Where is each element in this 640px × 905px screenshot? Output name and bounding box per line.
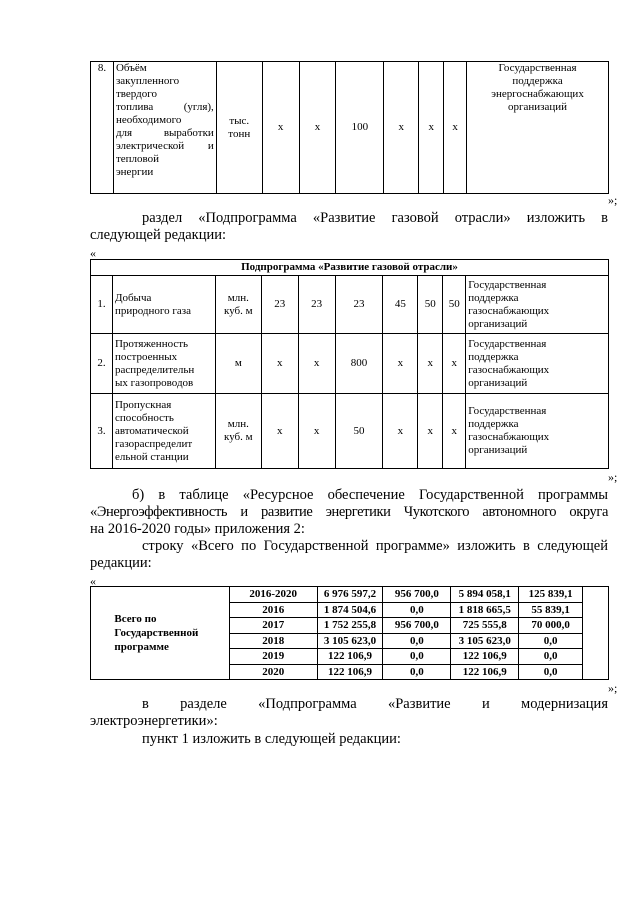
value-cell: 0,0 [383, 633, 451, 649]
value-cell: 23 [261, 276, 298, 334]
value-cell: 800 [335, 334, 383, 394]
table-row [91, 276, 609, 334]
name-line: распределительн [114, 363, 195, 376]
value-cell: х [383, 334, 418, 394]
value-cell: х [261, 394, 298, 469]
source-line: организаций [508, 101, 568, 113]
value-cell: 0,0 [519, 633, 583, 649]
value-cell: 122 106,9 [317, 664, 383, 680]
name-line: твердого [115, 88, 157, 100]
row-number: 1. [91, 276, 113, 334]
value-cell: 122 106,9 [451, 649, 519, 665]
value-cell: 50 [418, 276, 443, 334]
name-line: способность [114, 411, 174, 424]
name-line: Пропускная [114, 398, 172, 411]
value-cell: х [443, 334, 466, 394]
row-number: 8. [91, 62, 114, 194]
source-cell [466, 276, 609, 334]
source-line: поддержка [468, 350, 519, 363]
indicator-name [112, 276, 215, 334]
value-cell: х [262, 62, 299, 194]
closing-quote: »; [608, 470, 618, 484]
value-cell: х [443, 394, 466, 469]
name-line: топлива (угля), [115, 101, 214, 113]
label-line: Всего по [114, 613, 157, 625]
value-cell: 122 106,9 [317, 649, 383, 665]
value-cell: 70 000,0 [519, 618, 583, 634]
value-cell: 3 105 623,0 [317, 633, 383, 649]
coal-table [90, 61, 609, 194]
name-line: автоматической [114, 424, 189, 437]
source-line: поддержка [512, 75, 563, 87]
source-cell [467, 62, 609, 194]
table-row [91, 334, 609, 394]
value-cell: 0,0 [519, 664, 583, 680]
unit-line: куб. м [224, 304, 253, 317]
name-line: газораспределит [114, 437, 193, 450]
value-cell: х [418, 334, 443, 394]
value-cell: 55 839,1 [519, 602, 583, 618]
name-line: Добыча [114, 291, 152, 304]
value-cell: 1 874 504,6 [317, 602, 383, 618]
paragraph-line: в разделе «Подпрограмма «Развитие и модернизация [142, 696, 608, 712]
year-cell: 2016 [229, 602, 317, 618]
name-line: необходимого [115, 114, 182, 126]
unit-cell [215, 394, 261, 469]
unit-cell [216, 62, 262, 194]
value-cell: 23 [298, 276, 335, 334]
paragraph-line: редакции: [90, 555, 152, 571]
indicator-name [112, 334, 215, 394]
name-line: ых газопроводов [114, 376, 194, 389]
table-row [91, 62, 609, 194]
source-cell [466, 334, 609, 394]
value-cell: 0,0 [383, 602, 451, 618]
year-cell: 2019 [229, 649, 317, 665]
value-cell: 956 700,0 [383, 587, 451, 603]
paragraph-line: пункт 1 изложить в следующей редакции: [142, 731, 401, 747]
value-cell: х [298, 394, 335, 469]
value-cell: х [298, 334, 335, 394]
unit-line: млн. [227, 418, 249, 430]
source-line: Государственная [498, 62, 577, 74]
name-line: Объём [115, 62, 147, 74]
name-line: закупленного [115, 75, 180, 87]
table-row [91, 394, 609, 469]
paragraph-line: строку «Всего по Государственной программе» изложить в следующей [142, 538, 608, 554]
source-line: энергоснабжающих [491, 88, 584, 100]
value-cell: 23 [335, 276, 383, 334]
value-cell: 50 [335, 394, 383, 469]
opening-quote: « [90, 574, 96, 588]
value-cell: 50 [443, 276, 466, 334]
value-cell: 3 105 623,0 [451, 633, 519, 649]
label-line: Государственной [114, 627, 199, 639]
paragraph-line: раздел «Подпрограмма «Развитие газовой отрасли» изложить в [142, 210, 608, 226]
indicator-name [112, 394, 215, 469]
paragraph-line: б) в таблице «Ресурсное обеспечение Государственной программы [132, 487, 608, 503]
value-cell: х [261, 334, 298, 394]
paragraph-line: электроэнергетики»: [90, 713, 218, 729]
empty-cell [583, 587, 609, 680]
value-cell: 956 700,0 [383, 618, 451, 634]
value-cell: 100 [336, 62, 384, 194]
unit-line: тонн [228, 127, 251, 140]
name-line: ельной станции [114, 450, 189, 463]
name-line: Протяженность [114, 337, 189, 350]
paragraph-line: «Энергоэффективность и развитие энергетики Чукотского автономного округа [90, 504, 608, 520]
source-line: организаций [468, 376, 528, 389]
value-cell: 45 [383, 276, 418, 334]
value-cell: 725 555,8 [451, 618, 519, 634]
gas-subprogram-table [90, 259, 609, 469]
name-line: тепловой [115, 153, 160, 165]
value-cell: 1 752 255,8 [317, 618, 383, 634]
table-row [91, 587, 609, 603]
value-cell: 1 818 665,5 [451, 602, 519, 618]
year-cell: 2017 [229, 618, 317, 634]
source-line: газоснабжающих [468, 304, 550, 317]
name-line: энергии [115, 166, 154, 178]
paragraph-line: на 2016-2020 годы» приложения 2: [90, 521, 305, 537]
empty-cell [91, 587, 114, 680]
indicator-name [113, 62, 216, 194]
paragraph-line: следующей редакции: [90, 227, 227, 243]
row-number: 3. [91, 394, 113, 469]
unit-line: м [234, 357, 242, 369]
source-line: газоснабжающих [468, 431, 550, 443]
value-cell: 125 839,1 [519, 587, 583, 603]
value-cell: 122 106,9 [451, 664, 519, 680]
value-cell: х [383, 394, 418, 469]
source-line: организаций [468, 444, 528, 456]
value-cell: х [384, 62, 419, 194]
value-cell: 5 894 058,1 [451, 587, 519, 603]
opening-quote: « [90, 246, 96, 260]
source-line: поддержка [468, 418, 519, 430]
source-line: Государственная [468, 337, 547, 350]
value-cell: 6 976 597,2 [317, 587, 383, 603]
value-cell: 0,0 [519, 649, 583, 665]
value-cell: 0,0 [383, 649, 451, 665]
closing-quote: »; [608, 193, 618, 207]
value-cell: х [299, 62, 336, 194]
unit-cell [215, 276, 261, 334]
subprogram-header: Подпрограмма «Развитие газовой отрасли» [91, 260, 609, 276]
table-header-row [91, 260, 609, 276]
name-line: для выработки [115, 127, 214, 139]
unit-cell [215, 334, 261, 394]
total-label [113, 587, 229, 680]
closing-quote: »; [608, 681, 618, 695]
program-total-table [90, 586, 609, 680]
source-line: Государственная [468, 405, 547, 417]
unit-line: тыс. [229, 114, 250, 127]
unit-line: млн. [227, 291, 249, 304]
source-line: газоснабжающих [468, 363, 550, 376]
source-line: Государственная [468, 278, 547, 291]
value-cell: х [444, 62, 467, 194]
name-line: построенных [114, 350, 178, 363]
value-cell: 0,0 [383, 664, 451, 680]
value-cell: х [419, 62, 444, 194]
row-number: 2. [91, 334, 113, 394]
name-line: природного газа [114, 304, 192, 317]
unit-line: куб. м [224, 431, 253, 443]
source-line: организаций [468, 317, 528, 330]
name-line: электрической и [115, 140, 214, 152]
label-line: программе [114, 641, 169, 653]
year-cell: 2016-2020 [229, 587, 317, 603]
year-cell: 2018 [229, 633, 317, 649]
year-cell: 2020 [229, 664, 317, 680]
value-cell: х [418, 394, 443, 469]
source-line: поддержка [468, 291, 519, 304]
source-cell [466, 394, 609, 469]
